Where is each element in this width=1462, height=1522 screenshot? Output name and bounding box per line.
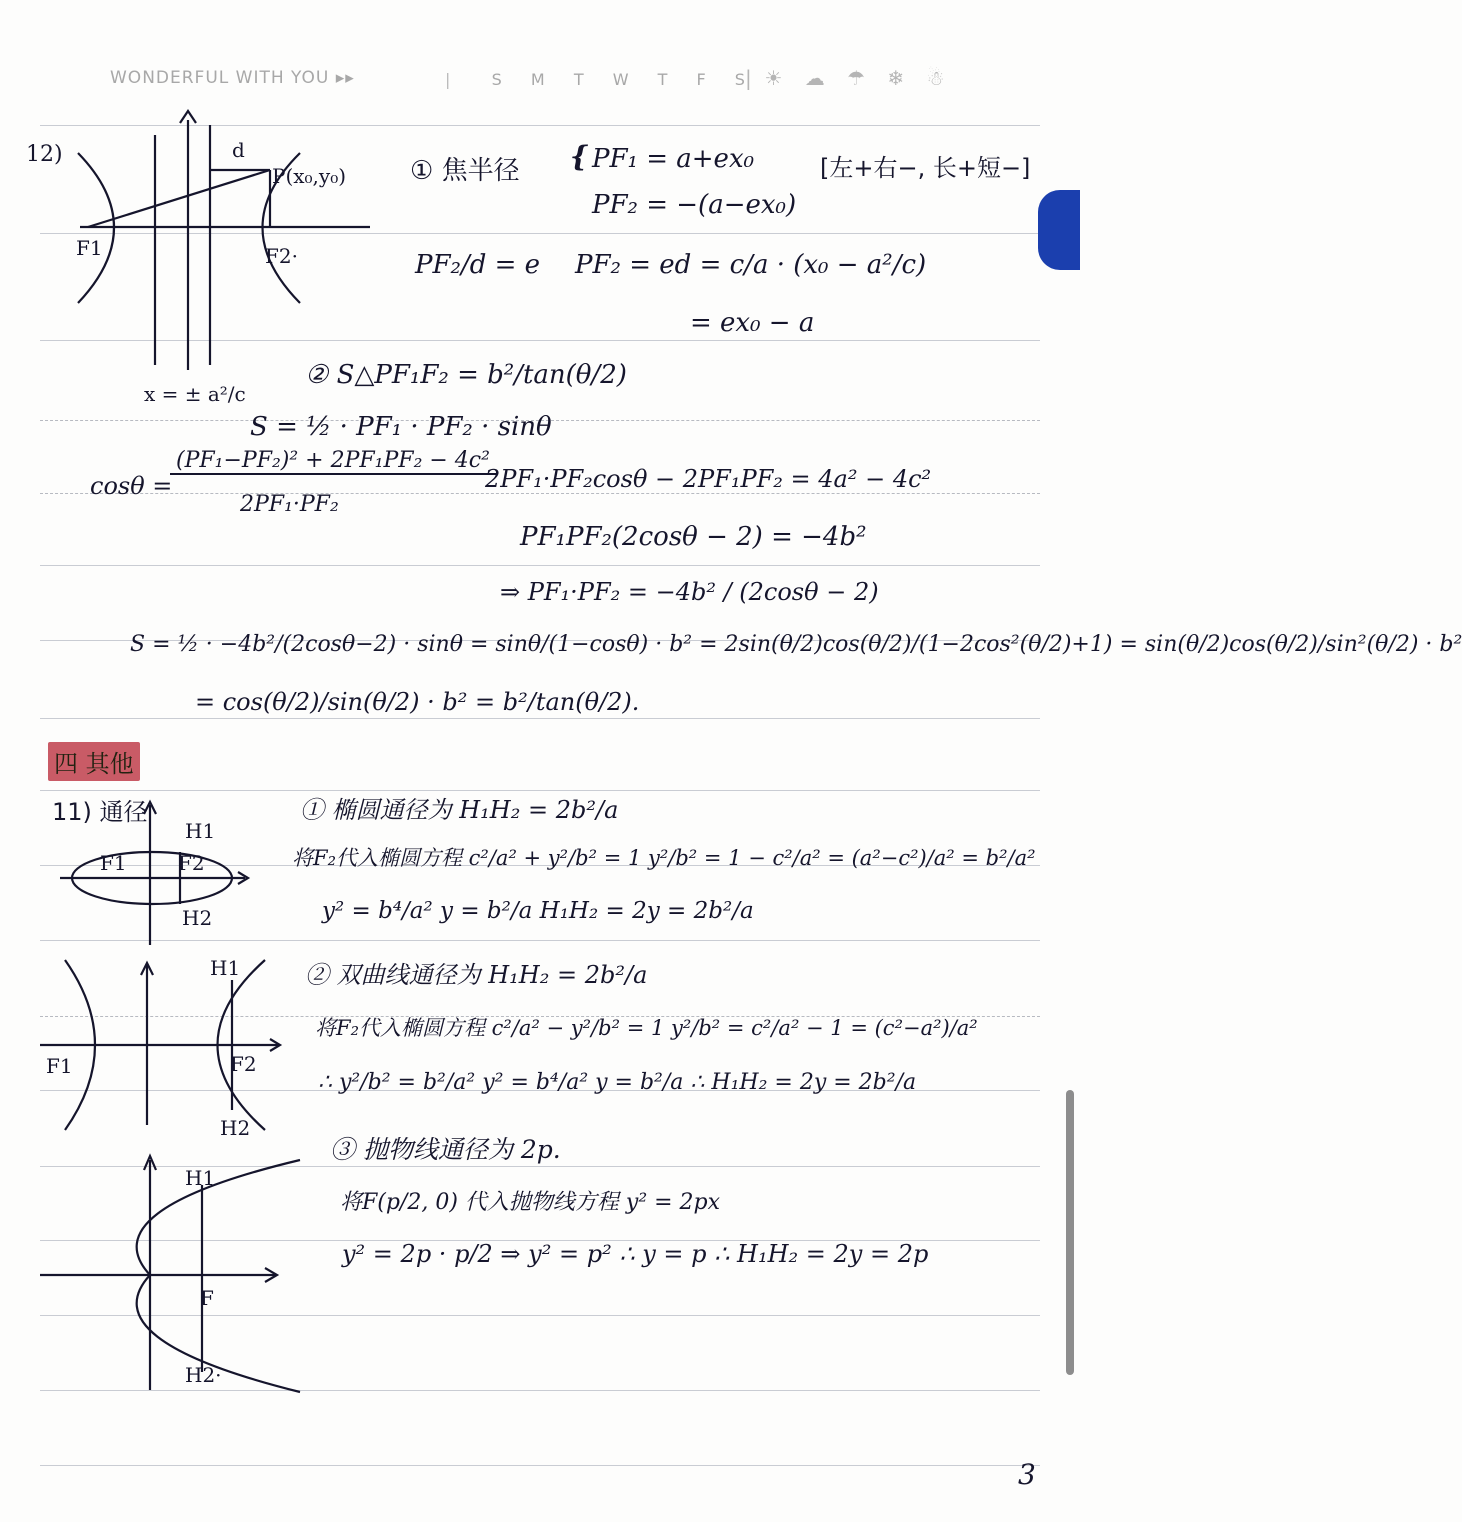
brace-icon: {: [570, 140, 589, 173]
focal-radius-line: [88, 170, 270, 227]
section-tag: 四 其他: [48, 742, 140, 781]
section-label: 12): [26, 142, 63, 167]
subsection-title: 11) 通径: [52, 798, 148, 826]
label-f2: F2: [178, 851, 205, 875]
parabola-result: y² = 2p · p/2 ⇒ y² = p² ∴ y = p ∴ H₁H₂ = 2y = 2p: [342, 1240, 929, 1268]
label-h1: H1: [185, 819, 216, 843]
weekday: T: [573, 70, 585, 89]
cos-label: cosθ =: [90, 472, 173, 500]
label-d: d: [232, 138, 245, 162]
label-f: F: [200, 1286, 214, 1310]
ellipse-latus-figure: [60, 800, 260, 950]
ellipse-title: ① 椭圆通径为 H₁H₂ = 2b²/a: [300, 796, 619, 824]
hyperbola-result: ∴ y²/b² = b²/a² y² = b⁴/a² y = b²/a ∴ H₁H₂ = 2y = 2b²/a: [318, 1070, 917, 1095]
equation-3: ⇒ PF₁·PF₂ = −4b² / (2cosθ − 2): [500, 578, 879, 606]
page-number: 3: [1018, 1458, 1036, 1491]
pf1-formula: PF₁ = a+ex₀: [592, 144, 755, 174]
weekday: F: [696, 70, 707, 89]
pf2-result: = ex₀ − a: [690, 308, 815, 338]
item1-title: ① 焦半径: [410, 156, 520, 186]
parabola-substitution: 将F(p/2, 0) 代入抛物线方程 y² = 2px: [340, 1190, 721, 1215]
rule-line: [40, 718, 1040, 719]
area-final: = cos(θ/2)/sin(θ/2) · b² = b²/tan(θ/2).: [195, 688, 640, 716]
label-h1: H1: [210, 956, 241, 980]
parabola-title: ③ 抛物线通径为 2p.: [330, 1135, 561, 1164]
pf2-calc: PF₂ = ed = c/a · (x₀ − a²/c): [575, 250, 927, 280]
weekday: W: [612, 70, 630, 89]
rule-line: [40, 493, 1040, 494]
cos-numerator: (PF₁−PF₂)² + 2PF₁PF₂ − 4c²: [170, 448, 496, 475]
weekday: T: [657, 70, 669, 89]
item2-title: ② S△PF₁F₂ = b²/tan(θ/2): [305, 360, 627, 390]
hyperbola-latus-figure: [40, 955, 280, 1145]
label-h2: H2: [220, 1116, 251, 1140]
label-h2: H2: [182, 906, 213, 930]
header-brand: WONDERFUL WITH YOU ▸▸: [110, 68, 355, 88]
cos-denominator: 2PF₁·PF₂: [240, 492, 339, 517]
rule-line: [40, 565, 1040, 566]
label-h1: H1: [185, 1166, 216, 1190]
bookmark-tab: [1038, 190, 1080, 270]
label-f1: F1: [46, 1054, 73, 1078]
ellipse-substitution: 将F₂代入椭圆方程 c²/a² + y²/b² = 1 y²/b² = 1 − c²/a² = (a²−c²)/a² = b²/a²: [292, 846, 1036, 870]
weather-icon: ☀ ☁ ☂ ❄ ☃: [764, 66, 953, 90]
label-directrix: x = ± a²/c: [144, 382, 246, 406]
header-weekdays: | S M T W T F S: [445, 70, 746, 89]
label-f2: F2·: [265, 244, 298, 268]
area-formula: S = ½ · PF₁ · PF₂ · sinθ: [250, 412, 552, 442]
scrollbar[interactable]: [1066, 1090, 1074, 1375]
sign-rule: [左+右−, 长+短−]: [820, 154, 1031, 182]
hyperbola-title: ② 双曲线通径为 H₁H₂ = 2b²/a: [305, 961, 648, 989]
weekday: S: [491, 70, 503, 89]
hyperbola-substitution: 将F₂代入椭圆方程 c²/a² − y²/b² = 1 y²/b² = c²/a² − 1 = (c²−a²)/a²: [315, 1016, 978, 1040]
rule-line: [40, 1465, 1040, 1466]
ratio-eq: PF₂/d = e: [415, 250, 541, 280]
parabola-latus-figure: [40, 1150, 310, 1400]
equation-2: PF₁PF₂(2cosθ − 2) = −4b²: [520, 522, 867, 552]
ellipse-result: y² = b⁴/a² y = b²/a H₁H₂ = 2y = 2b²/a: [322, 898, 754, 924]
label-f2: F2: [230, 1052, 257, 1076]
pf2-formula: PF₂ = −(a−ex₀): [592, 190, 797, 220]
weekday: S: [734, 70, 746, 89]
weather-icons: | ☀ ☁ ☂ ❄ ☃: [745, 66, 953, 90]
label-p: P(x₀,y₀): [272, 164, 347, 188]
label-f1: F1: [100, 851, 127, 875]
area-derivation: S = ½ · −4b²/(2cosθ−2) · sinθ = sinθ/(1−cosθ) · b² = 2sin(θ/2)cos(θ/2)/(1−2cos²(θ/2)+1) = sin(θ/2)cos(θ/2)/sin²(θ/2) · b²: [130, 632, 1462, 657]
equation-1: 2PF₁·PF₂cosθ − 2PF₁PF₂ = 4a² − 4c²: [485, 465, 932, 493]
weekday: M: [530, 70, 546, 89]
label-h2: H2·: [185, 1363, 222, 1387]
label-f1: F1: [76, 236, 103, 260]
